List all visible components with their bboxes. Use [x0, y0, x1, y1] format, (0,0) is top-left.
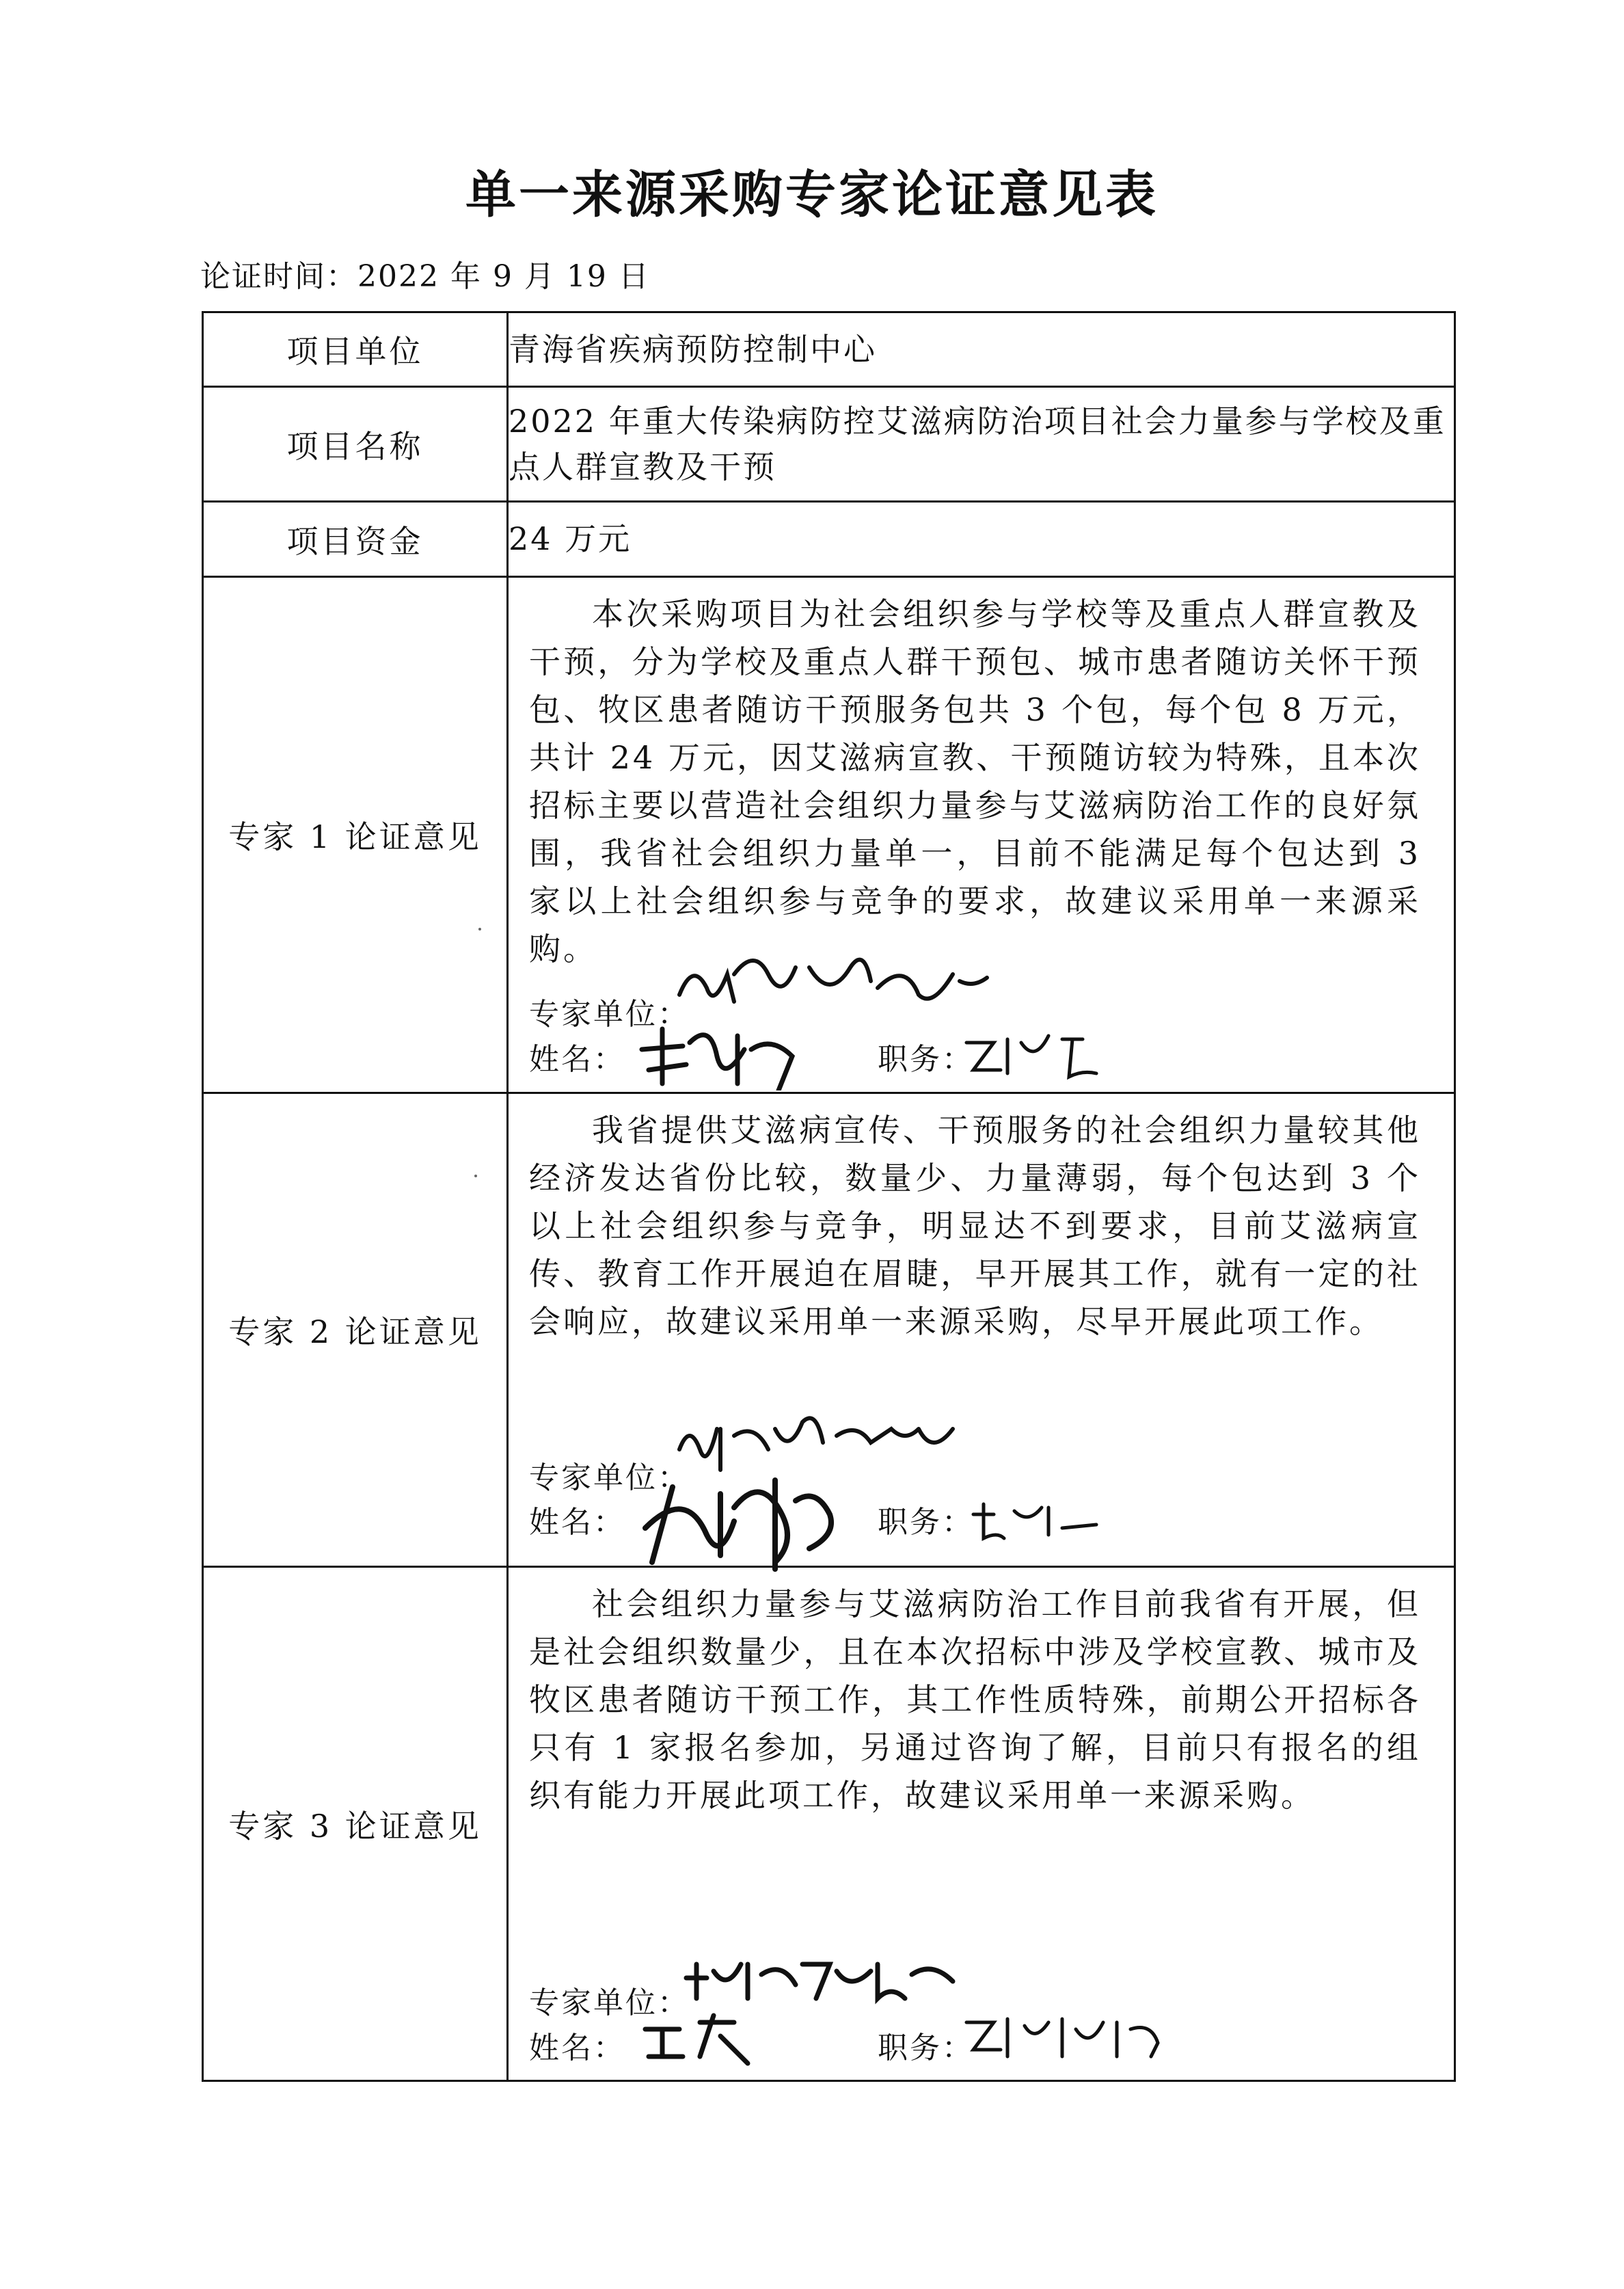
expert-2-label: 专家 2 论证意见 [203, 1093, 508, 1567]
expert-2-position-signature [966, 1494, 1103, 1549]
expert-1-opinion-cell [508, 577, 1455, 1093]
expert-1-name-line [529, 1034, 625, 1078]
row-expert-2 [203, 1093, 1455, 1567]
expert-3-opinion-cell [508, 1567, 1455, 2081]
row-expert-1 [203, 577, 1455, 1093]
row-project-fund [203, 502, 1455, 577]
form-title: 单一来源采购专家论证意见表 [465, 165, 1159, 224]
expert-1-unit-label: 专家单位： [529, 997, 690, 1032]
expert-2-position-label: 职务： [878, 1505, 974, 1540]
expert-1-name-signature [635, 1022, 813, 1090]
expert-1-opinion: 本次采购项目为社会组织参与学校等及重点人群宣教及干预，分为学校及重点人群干预包、城市患者随访关怀干预包、牧区患者随访干预服务包共 3 个包，每个包 8 万元，共计 24 万元，因艾滋病宣教、干预随访较为特殊，且本次招标主要以营造社会组织力量参与艾滋病防治工作的良好氛围，我省社会组织力量单一，目前不能满足每个包达到 3 家以上社会组织参与竞争的要求，故建议采用单一来源采购。 [529, 595, 1421, 967]
expert-2-unit-label: 专家单位： [529, 1460, 690, 1495]
row-project-unit [203, 312, 1455, 387]
expert-1-unit-signature [673, 954, 1001, 1015]
scan-speck [474, 1175, 477, 1177]
expert-1-label: 专家 1 论证意见 [203, 577, 508, 1093]
expert-2-name-line [529, 1497, 625, 1541]
expert-1-position-label: 职务： [878, 1042, 974, 1077]
expert-3-name-line [529, 2023, 625, 2067]
review-date: 论证时间：2022 年 9 月 19 日 [200, 259, 650, 294]
scan-speck [478, 928, 481, 931]
project-unit-value: 青海省疾病预防控制中心 [508, 312, 1455, 387]
expert-3-unit-signature [679, 1951, 966, 2012]
expert-2-opinion: 我省提供艾滋病宣传、干预服务的社会组织力量较其他经济发达省份比较，数量少、力量薄弱，每个包达到 3 个以上社会组织参与竞争，明显达不到要求，目前艾滋病宣传、教育工作开展迫在眉睫，早开展其工作，就有一定的社会响应，故建议采用单一来源采购，尽早开展此项工作。 [529, 1112, 1421, 1340]
expert-3-opinion: 社会组织力量参与艾滋病防治工作目前我省有开展，但是社会组织数量少，且在本次招标中涉及学校宣教、城市及牧区患者随访干预工作，其工作性质特殊，前期公开招标各只有 1 家报名参加，另通过咨询了解，目前只有报名的组织有能力开展此项工作，故建议采用单一来源采购。 [529, 1585, 1421, 1814]
expert-3-name-label: 姓名： [529, 2031, 625, 2065]
expert-1-position-signature [960, 1029, 1124, 1084]
expert-3-name-signature [638, 2009, 775, 2070]
review-form-table [202, 311, 1456, 2082]
expert-2-opinion-cell [508, 1093, 1455, 1567]
expert-3-unit-label: 专家单位： [529, 1985, 690, 2020]
row-project-name [203, 387, 1455, 502]
project-fund-label: 项目资金 [203, 502, 508, 577]
expert-3-position-signature [960, 2009, 1178, 2070]
expert-2-name-signature [638, 1467, 857, 1576]
project-fund-value: 24 万元 [508, 502, 1455, 577]
row-expert-3 [203, 1567, 1455, 2081]
project-name-label: 项目名称 [203, 387, 508, 502]
project-unit-label: 项目单位 [203, 312, 508, 387]
expert-3-label: 专家 3 论证意见 [203, 1567, 508, 2081]
expert-2-name-label: 姓名： [529, 1505, 625, 1540]
expert-1-name-label: 姓名： [529, 1042, 625, 1077]
project-name-value: 2022 年重大传染病防控艾滋病防治项目社会力量参与学校及重点人群宣教及干预 [508, 387, 1455, 502]
expert-3-position-label: 职务： [878, 2031, 974, 2065]
